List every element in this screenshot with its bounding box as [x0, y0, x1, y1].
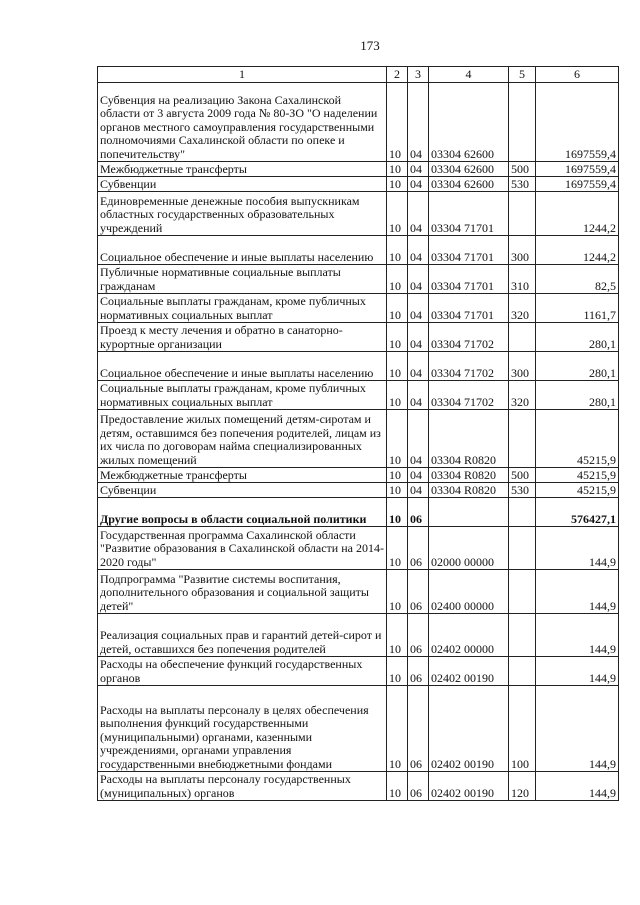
row-expense-type [509, 323, 536, 352]
row-target-article [429, 498, 509, 527]
row-section: 10 [387, 468, 408, 483]
row-expense-type: 100 [509, 686, 536, 772]
row-expense-type: 120 [509, 772, 536, 801]
table-row [98, 483, 619, 498]
row-amount: 1244,2 [536, 236, 619, 265]
table-header-row [98, 67, 619, 83]
header-col-2: 2 [387, 67, 408, 83]
header-col-5: 5 [509, 67, 536, 83]
table-row [98, 772, 619, 801]
row-expense-type: 310 [509, 265, 536, 294]
row-section: 10 [387, 83, 408, 162]
row-section: 10 [387, 323, 408, 352]
row-target-article: 03304 R0820 [429, 410, 509, 468]
row-amount: 1161,7 [536, 294, 619, 323]
row-section: 10 [387, 410, 408, 468]
table-row [98, 614, 619, 657]
row-target-article: 03304 62600 [429, 177, 509, 192]
row-amount: 144,9 [536, 772, 619, 801]
row-expense-type [509, 527, 536, 570]
row-target-article: 02402 00000 [429, 614, 509, 657]
row-amount: 280,1 [536, 323, 619, 352]
row-target-article: 03304 71701 [429, 192, 509, 236]
row-section: 10 [387, 294, 408, 323]
row-amount: 45215,9 [536, 468, 619, 483]
row-subsection: 06 [408, 570, 429, 614]
row-amount: 144,9 [536, 570, 619, 614]
row-name: Расходы на выплаты персоналу в целях обеспечения выполнения функций государственными (муниципальными) органами, казенными учреждениями, органами управления государственными внебюджетными фондами [98, 686, 387, 772]
row-subsection: 04 [408, 381, 429, 410]
row-section: 10 [387, 177, 408, 192]
row-target-article: 02400 00000 [429, 570, 509, 614]
row-section: 10 [387, 498, 408, 527]
row-subsection: 04 [408, 83, 429, 162]
row-name: Расходы на выплаты персоналу государственных (муниципальных) органов [98, 772, 387, 801]
row-section: 10 [387, 686, 408, 772]
row-expense-type: 530 [509, 177, 536, 192]
row-expense-type [509, 410, 536, 468]
row-section: 10 [387, 265, 408, 294]
header-col-3: 3 [408, 67, 429, 83]
row-expense-type [509, 498, 536, 527]
row-name: Расходы на обеспечение функций государственных органов [98, 657, 387, 686]
table-row [98, 498, 619, 527]
row-name: Предоставление жилых помещений детям-сиротам и детям, оставшимся без попечения родителей, лицам из их числа по договорам найма специализированных жилых помещений [98, 410, 387, 468]
row-section: 10 [387, 570, 408, 614]
row-subsection: 04 [408, 483, 429, 498]
table-row [98, 527, 619, 570]
row-subsection: 04 [408, 352, 429, 381]
row-amount: 82,5 [536, 265, 619, 294]
row-target-article: 03304 71701 [429, 294, 509, 323]
row-target-article: 02402 00190 [429, 772, 509, 801]
table-row [98, 265, 619, 294]
row-expense-type: 500 [509, 468, 536, 483]
row-target-article: 03304 62600 [429, 162, 509, 177]
row-name: Межбюджетные трансферты [98, 162, 387, 177]
table-row [98, 236, 619, 265]
row-expense-type: 300 [509, 352, 536, 381]
row-name: Субвенции [98, 483, 387, 498]
row-target-article: 03304 71702 [429, 323, 509, 352]
row-subsection: 06 [408, 527, 429, 570]
row-name: Публичные нормативные социальные выплаты гражданам [98, 265, 387, 294]
row-amount: 144,9 [536, 527, 619, 570]
row-name: Субвенция на реализацию Закона Сахалинской области от 3 августа 2009 года № 80-ЗО "О наделении органов местного самоуправления государственными полномочиями Сахалинской области по опеке и попечительству" [98, 83, 387, 162]
row-target-article: 03304 62600 [429, 83, 509, 162]
budget-table [97, 66, 619, 801]
row-name: Реализация социальных прав и гарантий детей-сирот и детей, оставшихся без попечения родителей [98, 614, 387, 657]
row-section: 10 [387, 381, 408, 410]
row-subsection: 06 [408, 686, 429, 772]
row-amount: 1244,2 [536, 192, 619, 236]
row-section: 10 [387, 236, 408, 265]
row-amount: 144,9 [536, 657, 619, 686]
row-section: 10 [387, 657, 408, 686]
row-amount: 144,9 [536, 686, 619, 772]
row-subsection: 06 [408, 498, 429, 527]
row-section: 10 [387, 483, 408, 498]
row-name: Социальные выплаты гражданам, кроме публичных нормативных социальных выплат [98, 381, 387, 410]
header-col-4: 4 [429, 67, 509, 83]
row-amount: 1697559,4 [536, 162, 619, 177]
row-section: 10 [387, 192, 408, 236]
row-name: Межбюджетные трансферты [98, 468, 387, 483]
row-target-article: 03304 71702 [429, 381, 509, 410]
row-name: Проезд к месту лечения и обратно в санаторно-курортные организации [98, 323, 387, 352]
row-amount: 576427,1 [536, 498, 619, 527]
table-row [98, 83, 619, 162]
table-row [98, 294, 619, 323]
row-expense-type [509, 192, 536, 236]
table-row [98, 410, 619, 468]
row-section: 10 [387, 772, 408, 801]
row-target-article: 02402 00190 [429, 686, 509, 772]
row-subsection: 04 [408, 177, 429, 192]
row-name: Субвенции [98, 177, 387, 192]
row-expense-type: 320 [509, 381, 536, 410]
row-name: Социальные выплаты гражданам, кроме публичных нормативных социальных выплат [98, 294, 387, 323]
row-expense-type [509, 570, 536, 614]
row-subsection: 04 [408, 323, 429, 352]
row-name: Социальное обеспечение и иные выплаты населению [98, 236, 387, 265]
table-row [98, 570, 619, 614]
page-number: 173 [360, 38, 380, 53]
row-name: Государственная программа Сахалинской области "Развитие образования в Сахалинской области на 2014-2020 годы" [98, 527, 387, 570]
row-section: 10 [387, 352, 408, 381]
row-subsection: 04 [408, 162, 429, 177]
row-expense-type: 320 [509, 294, 536, 323]
row-section: 10 [387, 527, 408, 570]
row-amount: 45215,9 [536, 483, 619, 498]
header-col-6: 6 [536, 67, 619, 83]
table-row [98, 352, 619, 381]
table-body [98, 83, 619, 801]
row-target-article: 03304 71701 [429, 265, 509, 294]
row-amount: 280,1 [536, 381, 619, 410]
row-subsection: 06 [408, 657, 429, 686]
row-name: Подпрограмма "Развитие системы воспитания, дополнительного образования и социальной защиты детей" [98, 570, 387, 614]
row-subsection: 04 [408, 192, 429, 236]
row-subsection: 04 [408, 410, 429, 468]
row-target-article: 02402 00190 [429, 657, 509, 686]
row-amount: 1697559,4 [536, 177, 619, 192]
row-subsection: 04 [408, 265, 429, 294]
row-name: Социальное обеспечение и иные выплаты населению [98, 352, 387, 381]
table-row [98, 177, 619, 192]
row-expense-type [509, 614, 536, 657]
row-target-article: 03304 R0820 [429, 483, 509, 498]
table-row [98, 162, 619, 177]
row-subsection: 06 [408, 772, 429, 801]
row-target-article: 02000 00000 [429, 527, 509, 570]
table-row [98, 686, 619, 772]
row-subsection: 04 [408, 236, 429, 265]
row-name: Другие вопросы в области социальной политики [98, 498, 387, 527]
row-expense-type [509, 83, 536, 162]
row-name: Единовременные денежные пособия выпускникам областных государственных образовательных учреждений [98, 192, 387, 236]
table-row [98, 657, 619, 686]
row-expense-type: 530 [509, 483, 536, 498]
table-row [98, 468, 619, 483]
row-subsection: 04 [408, 468, 429, 483]
table-row [98, 192, 619, 236]
row-section: 10 [387, 162, 408, 177]
table-row [98, 323, 619, 352]
row-target-article: 03304 71702 [429, 352, 509, 381]
row-subsection: 06 [408, 614, 429, 657]
header-col-1: 1 [98, 67, 387, 83]
row-section: 10 [387, 614, 408, 657]
row-expense-type: 300 [509, 236, 536, 265]
row-expense-type [509, 657, 536, 686]
row-amount: 1697559,4 [536, 83, 619, 162]
row-expense-type: 500 [509, 162, 536, 177]
row-subsection: 04 [408, 294, 429, 323]
table-row [98, 381, 619, 410]
row-target-article: 03304 R0820 [429, 468, 509, 483]
row-amount: 144,9 [536, 614, 619, 657]
row-amount: 280,1 [536, 352, 619, 381]
row-amount: 45215,9 [536, 410, 619, 468]
row-target-article: 03304 71701 [429, 236, 509, 265]
